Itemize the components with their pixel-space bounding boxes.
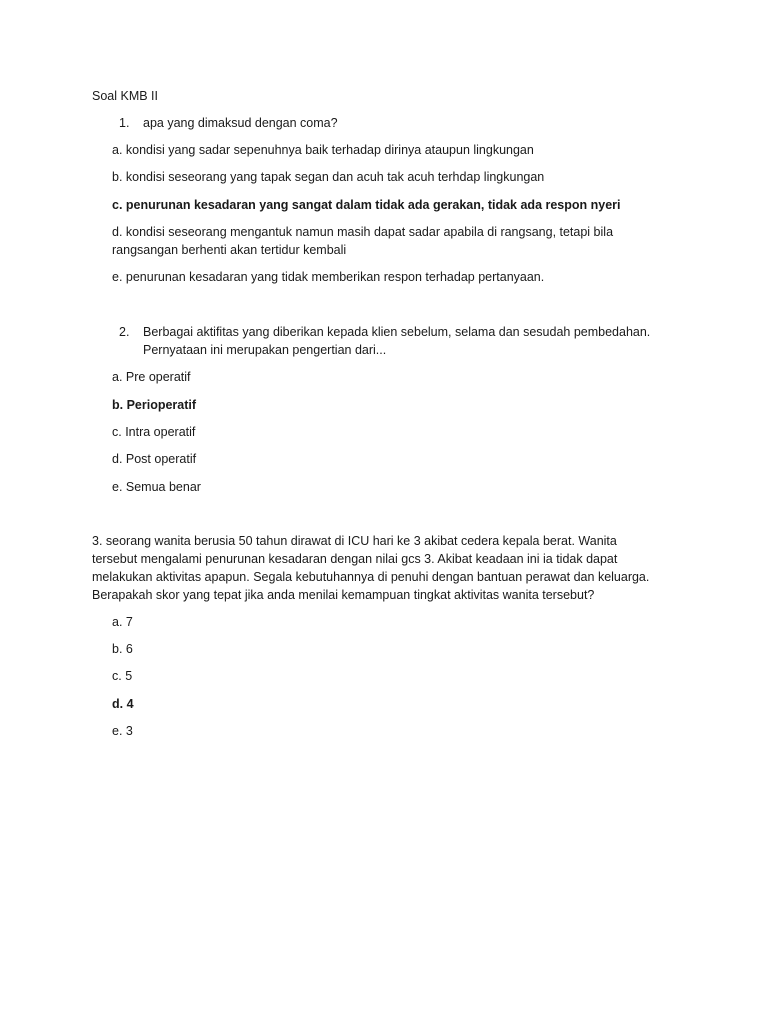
document-title: Soal KMB II	[92, 89, 158, 103]
question-1-text: apa yang dimaksud dengan coma?	[143, 116, 338, 130]
question-3-option-c: c. 5	[112, 669, 133, 683]
question-1-option-a: a. kondisi yang sadar sepenuhnya baik terhadap dirinya ataupun lingkungan	[112, 143, 534, 157]
question-2-option-d: d. Post operatif	[112, 452, 197, 466]
question-3-option-b: b. 6	[112, 642, 133, 656]
question-3-text-line3: melakukan aktivitas apapun. Segala kebutuhannya di penuhi dengan bantuan perawat dan keluarga.	[92, 570, 650, 584]
question-3-option-d-answer: d. 4	[112, 697, 134, 711]
question-2-option-b-answer: b. Perioperatif	[112, 398, 197, 412]
question-2-option-a: a. Pre operatif	[112, 370, 191, 384]
question-2-option-c: c. Intra operatif	[112, 425, 196, 439]
question-3-text-line4: Berapakah skor yang tepat jika anda menilai kemampuan tingkat aktivitas wanita tersebut?	[92, 588, 595, 602]
question-3-text-line1: 3. seorang wanita berusia 50 tahun dirawat di ICU hari ke 3 akibat cedera kepala berat. Wanita	[92, 534, 617, 548]
question-3-text-line2: tersebut mengalami penurunan kesadaran dengan nilai gcs 3. Akibat keadaan ini ia tidak dapat	[92, 552, 618, 566]
question-2-number: 2.	[119, 325, 130, 339]
question-3-option-e: e. 3	[112, 724, 133, 738]
question-1-option-e: e. penurunan kesadaran yang tidak memberikan respon terhadap pertanyaan.	[112, 270, 545, 284]
question-3-option-a: a. 7	[112, 615, 133, 629]
question-2-option-e: e. Semua benar	[112, 480, 201, 494]
question-1-number: 1.	[119, 116, 130, 130]
question-1-option-b: b. kondisi seseorang yang tapak segan dan acuh tak acuh terhdap lingkungan	[112, 170, 545, 184]
question-2-text-line2: Pernyataan ini merupakan pengertian dari...	[143, 343, 387, 357]
question-1-option-d: d. kondisi seseorang mengantuk namun masih dapat sadar apabila di rangsang, tetapi bila	[112, 225, 614, 239]
question-2-text-line1: Berbagai aktifitas yang diberikan kepada klien sebelum, selama dan sesudah pembedahan.	[143, 325, 651, 339]
question-1-option-d-continued: rangsangan berhenti akan tertidur kembali	[112, 243, 347, 257]
question-1-option-c-answer: c. penurunan kesadaran yang sangat dalam tidak ada gerakan, tidak ada respon nyeri	[112, 198, 621, 212]
